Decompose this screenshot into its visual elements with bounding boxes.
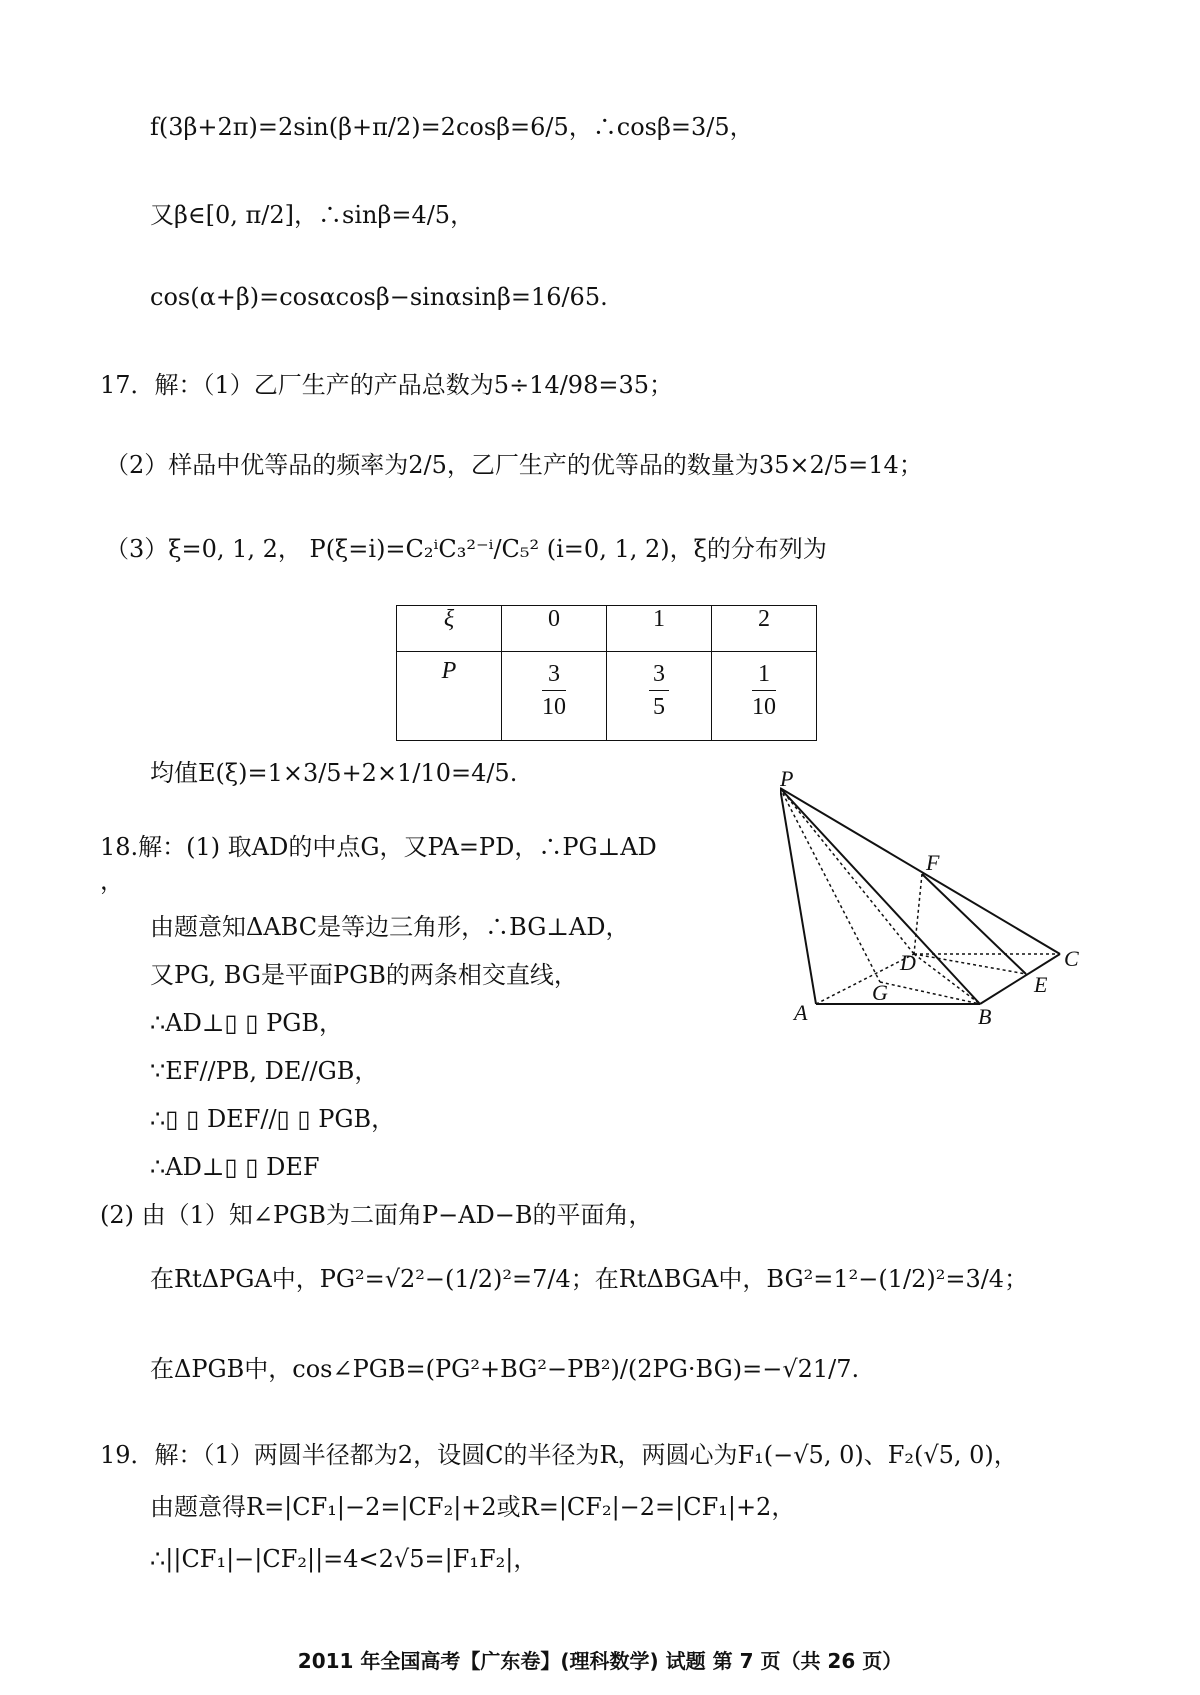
text-line-8: 18.解：(1) 取AD的中点G，又PA=PD，∴PG⊥AD [100, 833, 657, 861]
table-cell [607, 652, 712, 741]
label-A: A [794, 1000, 808, 1025]
table-row [397, 606, 817, 652]
text-line-3: cos(α+β)=cosαcosβ−sinαsinβ=16/65. [150, 283, 608, 311]
label-D: D [900, 950, 916, 975]
table-cell [502, 652, 607, 741]
denominator: 5 [653, 694, 665, 720]
denominator: 10 [542, 694, 566, 720]
fraction [649, 658, 669, 723]
text-line-14: ∴▯ ▯ DEF//▯ ▯ PGB， [150, 1105, 396, 1133]
text-line-17: 在RtΔPGA中，PG²=√2²−(1/2)²=7/4；在RtΔBGA中，BG²=1²−(1/2)²=3/4； [150, 1265, 1029, 1293]
text-line-16: (2) 由（1）知∠PGB为二面角P−AD−B的平面角， [100, 1201, 653, 1229]
label-B: B [978, 1004, 992, 1029]
pyramid-figure [780, 770, 1100, 1040]
edge-GB [880, 982, 980, 1004]
table-cell: ξ [397, 606, 502, 652]
text-line-19: 19．解：（1）两圆半径都为2，设圆C的半径为R，两圆心为F₁(−√5, 0)、F₂(√5, 0)， [100, 1441, 1018, 1469]
text-line-15: ∴AD⊥▯ ▯ DEF [150, 1153, 320, 1181]
fraction [542, 658, 566, 723]
edge-PC [780, 788, 1060, 954]
text-line-7: 均值E(ξ)=1×3/5+2×1/10=4/5. [150, 759, 518, 787]
text-line-5: （2）样品中优等品的频率为2/5，乙厂生产的优等品的数量为35×2/5=14； [105, 451, 923, 479]
text-line-2: 又β∈[0, π/2]，∴sinβ=4/5， [150, 201, 475, 229]
label-C: C [1064, 946, 1079, 971]
text-line-20: 由题意得R=|CF₁|−2=|CF₂|+2或R=|CF₂|−2=|CF₁|+2， [150, 1493, 796, 1521]
numerator: 3 [542, 658, 566, 691]
edge-PD [780, 788, 914, 954]
text-line-21: ∴||CF₁|−|CF₂||=4<2√5=|F₁F₂|， [150, 1545, 538, 1573]
table-cell: 0 [502, 606, 607, 652]
table-cell: 1 [607, 606, 712, 652]
label-E: E [1034, 972, 1048, 997]
table-cell [712, 652, 817, 741]
edge-BC [980, 954, 1060, 1004]
label-G: G [872, 980, 888, 1005]
numerator: 3 [649, 658, 669, 691]
page-footer: 2011 年全国高考【广东卷】(理科数学) 试题 第 7 页（共 26 页） [297, 1649, 903, 1673]
table-cell: P [397, 652, 502, 741]
label-F: F [926, 850, 940, 875]
text-line-4: 17．解：（1）乙厂生产的产品总数为5÷14/98=35； [100, 371, 673, 399]
text-line-13: ∵EF//PB, DE//GB， [150, 1057, 379, 1085]
label-P: P [780, 770, 794, 791]
text-line-10: 由题意知ΔABC是等边三角形，∴BG⊥AD， [150, 913, 630, 941]
numerator: 1 [752, 658, 776, 691]
denominator: 10 [752, 694, 776, 720]
text-line-11: 又PG, BG是平面PGB的两条相交直线， [150, 961, 578, 989]
text-line-12: ∴AD⊥▯ ▯ PGB， [150, 1009, 344, 1037]
text-line-18: 在ΔPGB中，cos∠PGB=(PG²+BG²−PB²)/(2PG·BG)=−√21/7. [150, 1355, 860, 1383]
table-row [397, 652, 817, 741]
fraction [752, 658, 776, 723]
text-line-9: ， [100, 867, 124, 895]
text-line-1: f(3β+2π)=2sin(β+π/2)=2cosβ=6/5，∴cosβ=3/5， [150, 113, 754, 141]
edge-FD [914, 874, 922, 954]
table-cell: 2 [712, 606, 817, 652]
text-line-6: （3）ξ=0, 1, 2， P(ξ=i)=C₂ⁱC₃²⁻ⁱ/C₅² (i=0, 1, 2)，ξ的分布列为 [105, 535, 827, 563]
distribution-table [396, 605, 817, 741]
